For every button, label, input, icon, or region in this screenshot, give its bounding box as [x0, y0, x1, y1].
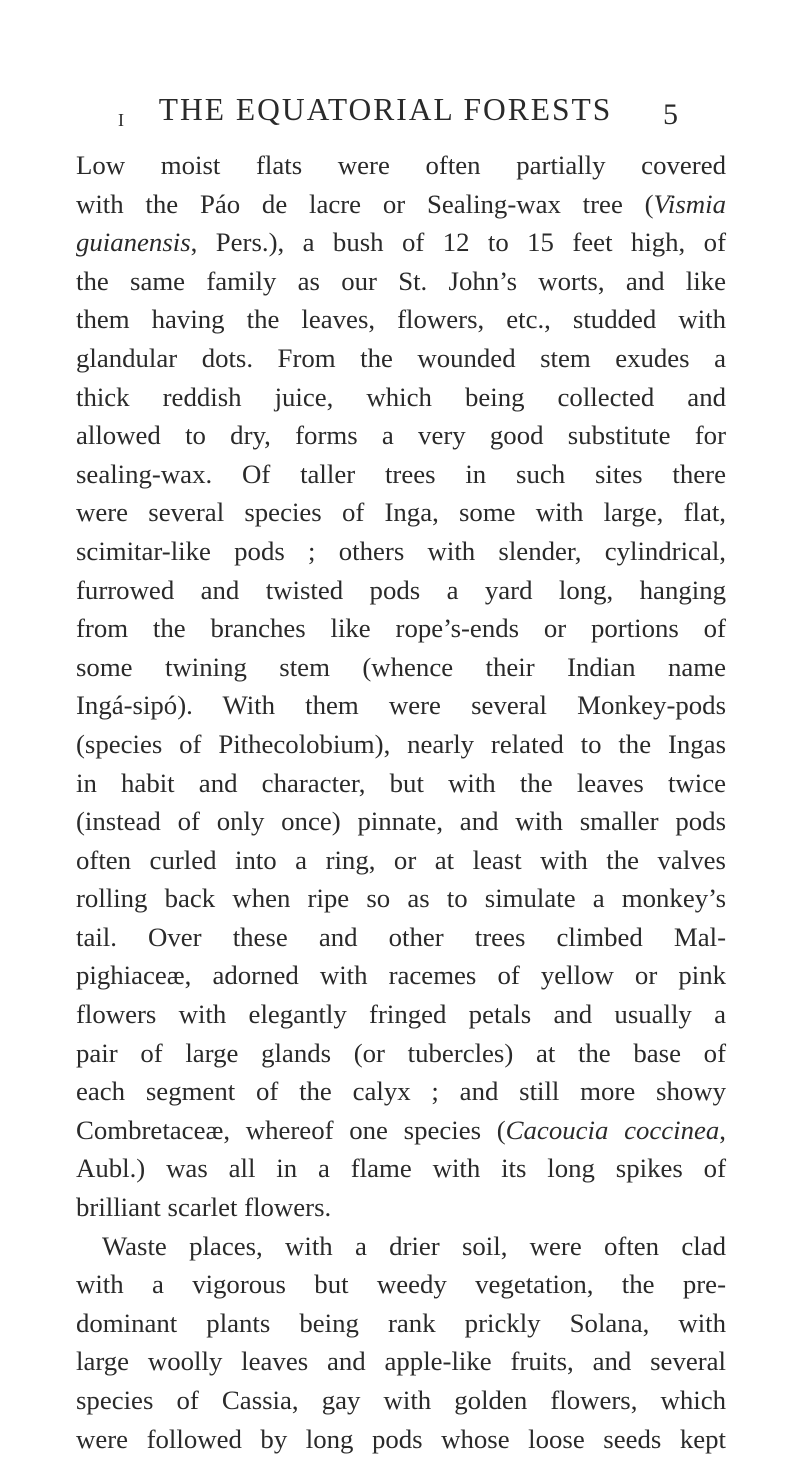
text-line	[76, 1265, 726, 1304]
text-segment: species of Cassia, gay with golden flowers, which	[76, 1385, 726, 1415]
text-line	[76, 493, 726, 532]
text-line	[76, 1188, 726, 1227]
italic-text: Cacoucia coccinea	[505, 1114, 720, 1145]
text-line	[76, 378, 726, 417]
text-segment: them having the leaves, flowers, etc., studded with	[76, 304, 726, 335]
text-line	[76, 995, 726, 1034]
text-line	[76, 300, 726, 339]
text-segment: allowed to dry, forms a very good substitute for	[76, 420, 726, 451]
text-segment: tail. Over these and other trees climbed Mal-	[76, 921, 726, 952]
italic-text: Vismia	[653, 188, 726, 219]
text-segment: from the branches like rope’s-ends or portions of	[76, 613, 726, 644]
text-line	[76, 532, 726, 571]
body-text	[76, 146, 726, 1458]
text-segment: Low moist flats were often partially covered	[76, 150, 726, 180]
text-line	[76, 609, 726, 648]
text-line	[76, 185, 726, 224]
text-segment: , Pers.), a bush of 12 to 15 feet high, of	[190, 227, 726, 258]
text-segment: large woolly leaves and apple-like fruits, and several	[76, 1346, 726, 1377]
text-segment: in habit and character, but with the leaves twice	[76, 767, 726, 798]
text-line	[76, 764, 726, 803]
text-segment: were followed by long pods whose loose seeds kept	[76, 1423, 726, 1454]
text-segment: Combretaceæ, whereof one species (	[76, 1114, 506, 1145]
text-line	[76, 841, 726, 880]
text-segment: thick reddish juice, which being collected and	[76, 381, 726, 412]
text-segment: furrowed and twisted pods a yard long, hanging	[76, 574, 726, 605]
text-line	[76, 223, 726, 262]
text-line	[76, 802, 726, 841]
text-segment: flowers with elegantly fringed petals and usually a	[76, 999, 726, 1030]
text-line	[76, 918, 726, 957]
text-segment: some twining stem (whence their Indian name	[76, 651, 726, 682]
chapter-number: I	[118, 110, 124, 130]
text-line	[76, 1149, 726, 1188]
text-line	[76, 879, 726, 918]
page-number: 5	[663, 98, 678, 131]
text-segment: scimitar-like pods ; others with slender, cylindrical,	[76, 535, 726, 566]
text-line	[76, 571, 726, 610]
text-line	[76, 956, 726, 995]
text-segment: Ingá-sipó). With them were several Monkey-pods	[76, 690, 726, 721]
text-line	[76, 1072, 726, 1111]
text-segment: brilliant scarlet flowers.	[76, 1192, 332, 1223]
text-segment: (species of Pithecolobium), nearly related to the Ingas	[76, 728, 726, 759]
text-line	[76, 455, 726, 494]
text-line	[76, 1111, 726, 1150]
text-segment: with the Páo de lacre or Sealing-wax tree (	[76, 188, 654, 219]
text-line	[76, 146, 726, 185]
running-title: THE EQUATORIAL FORESTS	[158, 92, 613, 127]
text-segment: ,	[719, 1114, 726, 1145]
text-line	[76, 1034, 726, 1073]
text-line	[76, 1227, 726, 1266]
text-segment: Waste places, with a drier soil, were often clad	[102, 1230, 726, 1261]
text-line	[76, 648, 726, 687]
text-segment: sealing-wax. Of taller trees in such sites there	[76, 458, 726, 489]
text-line	[76, 262, 726, 301]
text-segment: pighiaceæ, adorned with racemes of yellow or pink	[76, 960, 726, 991]
text-segment: with a vigorous but weedy vegetation, the pre-	[76, 1269, 726, 1300]
text-segment: each segment of the calyx ; and still more showy	[76, 1076, 726, 1107]
text-line	[76, 416, 726, 455]
text-segment: (instead of only once) pinnate, and with smaller pods	[76, 806, 726, 837]
text-line	[76, 1420, 726, 1458]
text-segment: pair of large glands (or tubercles) at the base of	[76, 1037, 726, 1068]
text-segment: dominant plants being rank prickly Solana, with	[76, 1307, 726, 1338]
text-line	[76, 1381, 726, 1420]
text-line	[76, 725, 726, 764]
text-segment: Aubl.) was all in a flame with its long spikes of	[76, 1153, 726, 1184]
text-segment: the same family as our St. John’s worts, and like	[76, 265, 726, 296]
text-segment: often curled into a ring, or at least with the valves	[76, 844, 726, 875]
text-segment: rolling back when ripe so as to simulate a monkey’s	[76, 883, 726, 914]
text-line	[76, 1304, 726, 1343]
text-line	[76, 686, 726, 725]
text-line	[76, 339, 726, 378]
text-segment: were several species of Inga, some with large, flat,	[76, 497, 726, 528]
italic-text: guianensis	[76, 227, 191, 258]
text-segment: glandular dots. From the wounded stem exudes a	[76, 342, 726, 373]
text-line	[76, 1342, 726, 1381]
page-header	[0, 92, 801, 136]
